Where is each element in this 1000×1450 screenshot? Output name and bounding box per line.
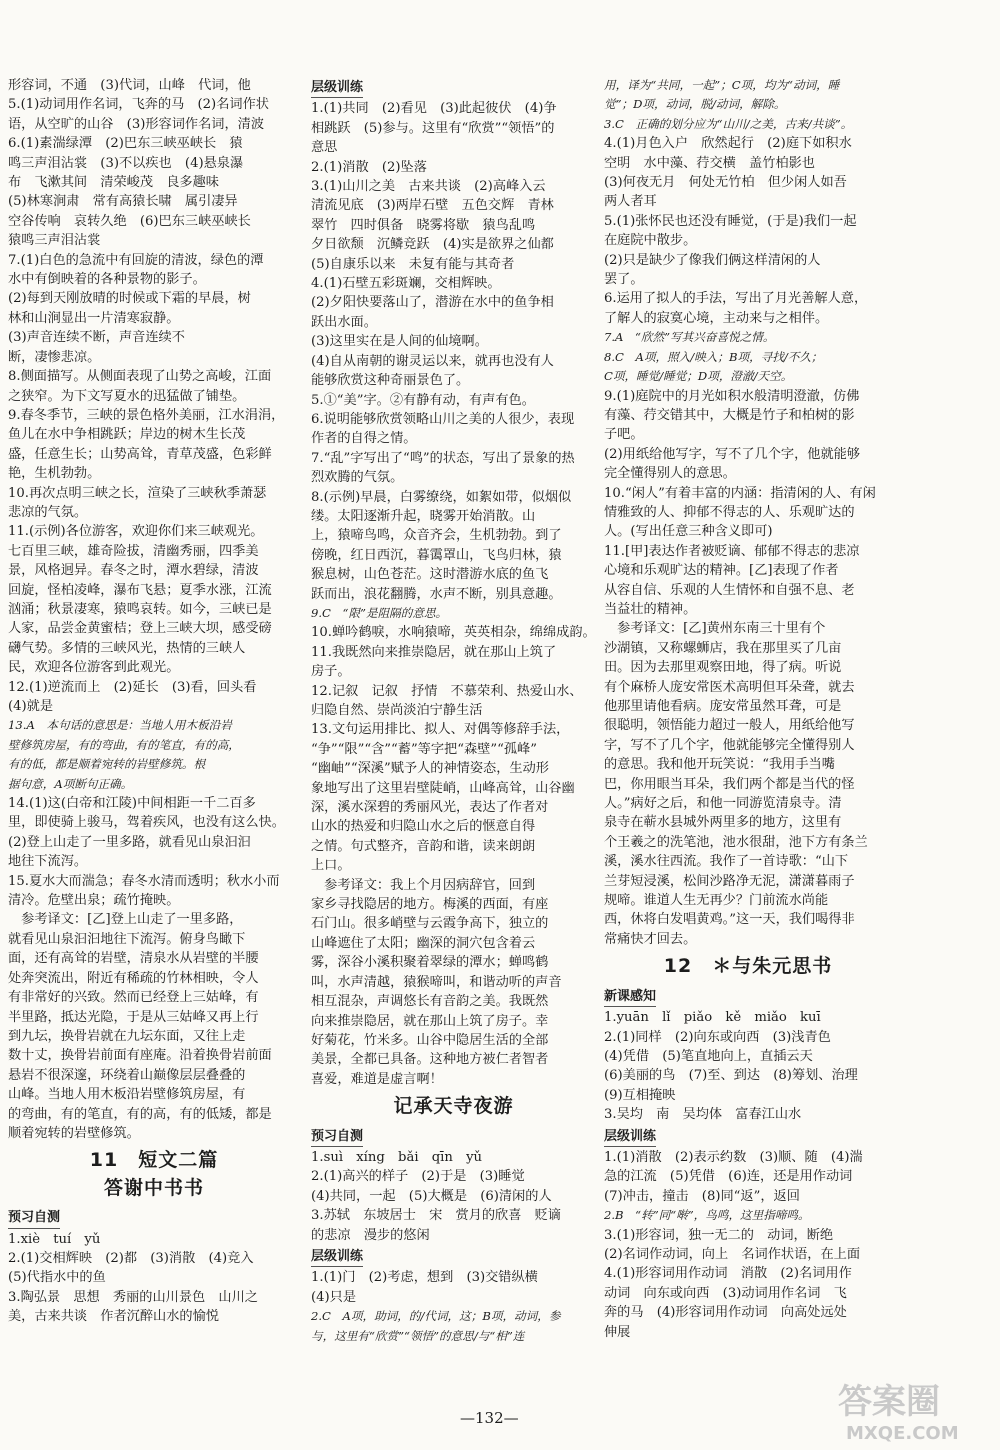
answer-line: 6.运用了拟人的手法，写出了月光善解人意，	[604, 291, 868, 307]
answer-item	[604, 115, 892, 134]
answer-line: 半里路，抵达光隐，于是从三姑峰又再上行	[8, 1009, 259, 1025]
answer-line: 跃而出，浪花翻腾，水声不断，别具意趣。	[311, 586, 562, 602]
answer-line: 礴气势。多情的三峡风光，热情的三峡人	[8, 640, 246, 656]
answer-line: 从容自信、乐观的人生情怀和自强不息、老	[604, 582, 855, 598]
answer-line: 8.侧面描写。从侧面表现了山势之高峻，江面	[8, 369, 272, 385]
answer-line: 傍晚，红日西沉，暮霭罩山，飞鸟归林，猿	[311, 547, 562, 563]
answer-line: (2)名词作动词，向上 名词作状语，在上面	[604, 1246, 861, 1262]
answer-line: 兰芽短浸溪，松间沙路净无泥，潇潇暮雨子	[604, 873, 855, 889]
answer-line: 的悲凉 漫步的悠闲	[311, 1227, 430, 1243]
answer-line: 回旋，怪柏凌峰，瀑布飞悬；夏季水涨，江流	[8, 582, 272, 598]
watermark-title: 答案圈	[838, 1382, 940, 1422]
answer-line: 上，猿啼鸟鸣，众音齐会，生机勃勃。到了	[311, 528, 562, 544]
answer-line: 12.记叙 记叙 抒情 不慕荣利、热爱山水、	[311, 683, 583, 699]
subsection-label: 层级训练	[311, 1245, 363, 1267]
answer-line: 14.(1)这(白帝和江陵)中间相距一千二百多	[8, 796, 256, 812]
answer-line: (4)自从南朝的谢灵运以来，就再也没有人	[311, 353, 554, 369]
answer-line: 觉”；D项，动词，脱/动词，解除。	[604, 97, 786, 112]
answer-item	[604, 212, 892, 290]
answer-item	[604, 76, 892, 115]
answer-line: 人家，品尝金黄蜜桔；登上三峡大坝，感受磅	[8, 621, 272, 637]
answer-item	[311, 1167, 596, 1206]
answer-line: 汹涌；秋景凄寒，猿鸣哀转。如今，三峡已是	[8, 601, 272, 617]
answer-line: (4)就是	[8, 699, 54, 714]
answer-line: 参考译文：[乙]登上山走了一里多路，	[8, 912, 243, 928]
answer-line: (5)林寒涧肃 常有高猿长啸 属引凄异	[8, 194, 238, 210]
answer-line: 7.“乱”字写出了“鸣”的状态，写出了景象的热	[311, 450, 575, 466]
section-heading: 答谢中书书	[103, 1176, 204, 1199]
answer-line: 山水的热爱和归隐山水之后的惬意自得	[311, 819, 536, 835]
answer-line: 语，从空旷的山谷 (3)形容词作名词，清波	[8, 116, 265, 132]
answer-item	[8, 251, 300, 367]
answer-line: 盛，任意生长；山势高耸，青草茂盛，色彩鲜	[8, 446, 272, 462]
answer-item	[604, 619, 892, 949]
answer-line: 1.xiè tuí yǔ	[8, 1231, 101, 1247]
answer-line: 1.suì xíng bǎi qīn yǔ	[311, 1149, 483, 1165]
answer-line: 2.(1)交相辉映 (2)都 (3)消散 (4)竞入	[8, 1250, 254, 1266]
answer-line: 9.春冬季节，三峡的景色格外美丽，江水涓涓，	[8, 407, 285, 423]
answer-line: 5.①“美”字。②有静有动，有声有色。	[311, 392, 535, 408]
answer-line: 林和山涧显出一片清寒寂静。	[8, 310, 180, 326]
answer-line: 动词 向东或向西 (3)动词用作名词 飞	[604, 1285, 847, 1301]
answer-line: 美景，全都已具备。这种地方被仁者智者	[311, 1052, 549, 1068]
answer-line: 泉寺在蕲水县城外两里多的地方，这里有	[604, 815, 842, 831]
answer-line: 据句意，A项断句正确。	[8, 776, 133, 791]
answer-line: (3)声音连续不断，声音连续不	[8, 330, 185, 346]
answer-line: 3.(1)山川之美 古来共谈 (2)高峰入云	[311, 179, 546, 195]
answer-line: 相互混杂，声调悠长有音韵之美。我既然	[311, 994, 549, 1010]
answer-line: 11.(示例)各位游客，欢迎你们来三峡观光。	[8, 524, 264, 540]
answer-line: (3)何夜无月 何处无竹柏 但少闲人如吾	[604, 175, 847, 191]
answer-line: 景，风格迥异。春冬之时，潭水碧绿，清波	[8, 563, 259, 579]
answer-line: 象地写出了这里岩壁陡峭，山峰高耸，山谷幽	[311, 780, 575, 796]
answer-line: 7.A “欣然”写其兴奋喜悦之情。	[604, 330, 775, 345]
answer-item	[311, 449, 596, 488]
answer-line: 与，这里有“欣赏”“领悟”的意思/与“相”连	[311, 1328, 525, 1343]
answer-line: (4)只是	[311, 1289, 357, 1305]
answer-line: 意思	[311, 140, 338, 156]
answer-line: 8.C A项，照入/映入；B项，寻找/不久；	[604, 349, 823, 364]
answer-item	[311, 274, 596, 390]
answer-item	[311, 1206, 596, 1245]
answer-line: 规啼。谁道人生无再少？门前流水尚能	[604, 893, 829, 909]
answer-line: 布 飞漱其间 清荣峻茂 良多趣味	[8, 175, 219, 191]
answer-item	[604, 1206, 892, 1225]
answer-line: 在庭院中散步。	[604, 233, 697, 249]
answer-line: 3.吴均 南 吴均体 富春江山水	[604, 1107, 802, 1123]
answer-line: 参考译文：[乙]黄州东南三十里有个	[604, 621, 826, 637]
answer-item	[311, 488, 596, 604]
answer-line: (6)美丽的鸟 (7)至、到达 (8)筹划、治理	[604, 1068, 858, 1084]
answer-line: (3)这里实在是人间的仙境啊。	[311, 334, 488, 350]
answer-item	[604, 348, 892, 387]
answer-line: 3.陶弘景 思想 秀丽的山川景色 山川之	[8, 1289, 258, 1305]
answer-line: 鸣三声泪沾裳 (3)不以疾也 (4)悬泉瀑	[8, 155, 244, 171]
answer-line: 沙湖镇，又称螺蛳店，我在那里买了几亩	[604, 640, 842, 656]
answer-line: 12.(1)逆流而上 (2)延长 (3)看，回头看	[8, 679, 257, 695]
answer-line: 之情。句式整齐，音韵和谐，读来朗朗	[311, 838, 536, 854]
answer-line: 顺着宛转的岩壁修筑。	[8, 1125, 140, 1141]
answer-line: 人。(写出任意三种含义即可)	[604, 524, 773, 540]
answer-line: 艳，生机勃勃。	[8, 466, 101, 482]
answer-line: (9)互相掩映	[604, 1087, 676, 1103]
answer-item	[8, 1230, 300, 1249]
answer-line: 悬岩不很深邃，环绕着山巅像层层叠叠的	[8, 1067, 246, 1083]
answer-line: 石门山。很多峭壁与云霞争高下，独立的	[311, 916, 549, 932]
answer-line: 参考译文：我上个月因病辞官，回到	[311, 877, 536, 893]
answer-line: 13.文句运用排比、拟人、对偶等修辞手法，	[311, 722, 570, 738]
answer-line: 翠竹 四时俱备 晓雾将歇 猿鸟乱鸣	[311, 217, 536, 233]
answer-line: 巴，你用眼当耳朵，我们两个都是当代的怪	[604, 776, 855, 792]
answer-line: 常痛快才回去。	[604, 931, 697, 947]
answer-line: 地往下流泻。	[8, 854, 88, 870]
answer-line: 就看见山泉汩汩地往下流泻。俯身鸟瞰下	[8, 931, 246, 947]
subsection-label: 新课感知	[604, 985, 656, 1007]
answer-item	[604, 1148, 892, 1206]
answer-line: 9.(1)庭院中的月光如积水般清明澄澈，仿佛	[604, 388, 860, 404]
answer-line: (7)冲击，撞击 (8)同“返”，返回	[604, 1188, 800, 1204]
answer-item	[604, 1226, 892, 1265]
answer-line: 罢了。	[604, 272, 644, 288]
answer-item	[311, 623, 596, 642]
answer-line: 溪，溪水往西流。我作了一首诗歌：“山下	[604, 854, 849, 870]
answer-line: 有藻、荇交错其中，大概是竹子和柏树的影	[604, 407, 855, 423]
answer-line: 面，还有高耸的岩壁，清泉水从岩壁的半腰	[8, 951, 259, 967]
answer-line: 有的低，都是顺着宛转的岩壁修筑。根	[8, 757, 206, 772]
answer-line: 4.(1)形容词用作动词 消散 (2)名词用作	[604, 1266, 852, 1282]
answer-item	[604, 328, 892, 347]
answer-item	[311, 410, 596, 449]
answer-item	[604, 289, 892, 328]
answer-item	[8, 367, 300, 406]
answer-line: 猿鸣三声泪沾裳	[8, 233, 101, 249]
answer-line: 6.说明能够欣赏领略山川之美的人很少，表现	[311, 411, 575, 427]
answer-line: 很聪明，领悟能力超过一般人，用纸给他写	[604, 718, 855, 734]
answer-line: 1.(1)消散 (2)表示约数 (3)顺、随 (4)湍	[604, 1149, 863, 1165]
answer-line: 房子。	[311, 664, 351, 680]
answer-line: 向来推崇隐居，就在那山上筑了房子。幸	[311, 1013, 549, 1029]
answer-item	[8, 76, 300, 95]
answer-line: 空谷传响 哀转久绝 (6)巴东三峡巫峡长	[8, 213, 251, 229]
answer-line: (2)只是缺少了像我们俩这样清闲的人	[604, 252, 821, 268]
answer-line: 两人者耳	[604, 194, 657, 210]
watermark-domain: MXQE.COM	[846, 1423, 959, 1444]
answer-line: 空明 水中藻、荇交横 盖竹柏影也	[604, 155, 815, 171]
answer-line: 当益壮的精神。	[604, 601, 697, 617]
answer-line: 2.B “转”同“啭”，鸟鸣，这里指啼鸣。	[604, 1208, 810, 1223]
answer-item	[311, 158, 596, 177]
answer-line: 西，休将白发唱黄鸡。”这一天，我们喝得非	[604, 912, 855, 928]
answer-line: 民，欢迎各位游客到此观光。	[8, 660, 180, 676]
answer-item	[8, 678, 300, 717]
answer-line: 壁修筑房屋，有的弯曲，有的笔直，有的高，	[8, 737, 240, 752]
answer-line: 处奔突流出，附近有稀疏的竹林相映，令人	[8, 970, 259, 986]
answer-line: 10.蝉吟鹤唳，水响猿啼，英英相杂，绵绵成韵。	[311, 625, 596, 641]
answer-line: 10.“闲人”有着丰富的内涵：指清闲的人、有闲	[604, 485, 876, 501]
answer-line: 雾，深谷小溪积聚着翠绿的潭水；蝉鸣鹤	[311, 955, 549, 971]
answer-item	[604, 1028, 892, 1106]
answer-line: 急的江流 (5)凭借 (6)连，还是用作动词	[604, 1169, 853, 1185]
answer-line: 上口。	[311, 858, 351, 874]
answer-line: 作者的自得之情。	[311, 431, 417, 447]
answer-item	[604, 134, 892, 212]
subsection-label: 预习自测	[311, 1125, 363, 1147]
answer-line: 8.(示例)早晨，白雾缭绕，如絮如带，似烟似	[311, 489, 572, 505]
answer-line: 子吧。	[604, 427, 644, 443]
column-right	[604, 76, 892, 1342]
answer-line: 清流见底 (3)两岸石壁 五色交辉 青林	[311, 198, 554, 214]
answer-line: (2)登上山走了一里多路，就看见山泉汩汩	[8, 834, 251, 850]
answer-line: 了解人的寂寞心境，主动来与之相伴。	[604, 310, 829, 326]
answer-line: 11.[甲]表达作者被贬谪、郁郁不得志的悲凉	[604, 543, 860, 559]
column-middle	[311, 76, 596, 1346]
answer-line: (4)凭借 (5)笔直地向上，直插云天	[604, 1048, 813, 1064]
answer-line: 的弯曲，有的笔直，有的高，有的低矮，都是	[8, 1106, 272, 1122]
answer-item	[311, 1307, 596, 1346]
answer-line: 夕日欲颓 沉鳞竞跃 (4)实是欲界之仙都	[311, 237, 554, 253]
answer-line: 11.我既然向来推崇隐居，就在那山上筑了	[311, 644, 557, 660]
answer-line: 6.(1)素湍绿潭 (2)巴东三峡巫峡长 猿	[8, 136, 243, 152]
answer-line: 之狭窄。为下文写夏水的迅猛做了铺垫。	[8, 388, 246, 404]
section-heading: 12 ＊与朱元思书	[663, 955, 833, 978]
answer-line: 断，凄惨悲凉。	[8, 349, 101, 365]
answer-line: 3.苏轼 东坡居士 宋 赏月的欣喜 贬谪	[311, 1208, 561, 1224]
answer-item	[604, 542, 892, 620]
answer-line: 有个麻桥人庞安常医术高明但耳朵聋，就去	[604, 679, 855, 695]
subsection-label: 层级训练	[311, 76, 363, 98]
answer-item	[311, 604, 596, 623]
answer-item	[604, 1008, 892, 1027]
answer-line: 山峰。当地人用木板沿岩壁修筑房屋，有	[8, 1087, 246, 1103]
answer-line: 到九坛，换骨岩就在九坛东面，又往上走	[8, 1028, 246, 1044]
answer-line: 鱼儿在水中争相跳跃；岸边的树木生长茂	[8, 427, 246, 443]
answer-item	[311, 720, 596, 875]
answer-item	[8, 716, 300, 794]
answer-item	[311, 876, 596, 1089]
answer-item	[604, 484, 892, 542]
answer-line: “争”“限”“含”“蓄”等字把“森壁”“孤峰”	[311, 741, 537, 757]
answer-line: 情雅致的人、抑郁不得志的人、乐观旷达的	[604, 504, 855, 520]
answer-line: 里，即使骑上骏马，驾着疾风，也没有这么快。	[8, 815, 285, 831]
answer-item	[8, 484, 300, 523]
answer-line: 完全懂得别人的意思。	[604, 466, 736, 482]
answer-line: 7.(1)白色的急流中有回旋的清波，绿色的潭	[8, 252, 264, 268]
answer-line: 1.(1)门 (2)考虑，想到 (3)交错纵横	[311, 1270, 538, 1286]
answer-line: 奔的马 (4)形容词用作动词 向高处远处	[604, 1305, 847, 1321]
answer-item	[311, 391, 596, 410]
answer-line: 1.(1)共同 (2)看见 (3)此起彼伏 (4)争	[311, 101, 557, 117]
answer-line: 悲凉的气氛。	[8, 504, 88, 520]
answer-line: 跃出水面。	[311, 314, 377, 330]
answer-item	[8, 134, 300, 250]
answer-item	[604, 1105, 892, 1124]
answer-line: 田。因为去那里观察田地，得了病。听说	[604, 660, 842, 676]
answer-item	[8, 522, 300, 677]
answer-line: (5)自康乐以来 未复有能与其奇者	[311, 256, 515, 272]
answer-line: 水中有倒映着的各种景物的影子。	[8, 272, 206, 288]
answer-line: (2)每到天刚放晴的时候或下霜的早晨，树	[8, 291, 251, 307]
answer-line: 烈欢腾的气氛。	[311, 470, 404, 486]
subsection-label: 预习自测	[8, 1206, 60, 1228]
answer-line: 有非常好的兴致。然而已经登上三姑峰，有	[8, 990, 259, 1006]
answer-line: 2.(1)消散 (2)坠落	[311, 159, 427, 175]
answer-item	[311, 1268, 596, 1307]
answer-line: 好菊花，竹米多。山谷中隐居生活的全部	[311, 1032, 549, 1048]
answer-line: 喜爱，难道是虚言啊！	[311, 1071, 443, 1087]
answer-line: 能够欣赏这种奇丽景色了。	[311, 373, 470, 389]
answer-line: 3.C 正确的划分应为“山川/之美，古来/共谈”。	[604, 116, 853, 131]
answer-line: 清冷。危壁出泉；疏竹掩映。	[8, 893, 180, 909]
answer-item	[311, 177, 596, 274]
answer-line: 形容词，不通 (3)代词，山峰 代词，他	[8, 78, 251, 93]
answer-line: 用，译为“共同，一起”；C项，均为“动词，睡	[604, 78, 840, 92]
answer-line: 5.(1)动词用作名词，飞奔的马 (2)名词作状	[8, 97, 269, 113]
answer-line: 伸展	[604, 1324, 631, 1340]
answer-line: 2.(1)同样 (2)向东或向西 (3)浅青色	[604, 1029, 831, 1045]
section-heading: 记承天寺夜游	[393, 1095, 514, 1118]
answer-line: 缕。太阳逐渐升起，晓雾开始消散。山	[311, 508, 536, 524]
answer-line: 家乡寻找隐居的地方。梅溪的西面，有座	[311, 897, 549, 913]
answer-line: 10.再次点明三峡之长，渲染了三峡秋季萧瑟	[8, 485, 267, 501]
answer-line: 数十丈，换骨岩前面有座庵。沿着换骨岩前面	[8, 1048, 272, 1064]
answer-line: 5.(1)张怀民也还没有睡觉，(于是)我们一起	[604, 213, 857, 229]
answer-item	[8, 406, 300, 484]
answer-line: 字，写不了几个字，他就能够完全懂得别人	[604, 737, 855, 753]
answer-line: 2.(1)高兴的样子 (2)于是 (3)睡觉	[311, 1169, 525, 1185]
answer-line: “幽岫”“深溪”赋予人的神情姿态，生动形	[311, 761, 549, 777]
answer-line: 4.(1)月色入户 欣然起行 (2)庭下如积水	[604, 136, 852, 152]
answer-line: 叫，水声清越，猿猴啼叫，和谐动听的声音	[311, 974, 562, 990]
answer-line: C项，睡觉/睡觉；D项，澄澈/天空。	[604, 369, 793, 384]
answer-item	[8, 95, 300, 134]
answer-line: 15.夏水大而湍急；春冬水清而透明；秋水小而	[8, 873, 280, 889]
answer-line: 人。”病好之后，和他一同游览清泉寺。清	[604, 796, 842, 812]
answer-line: 1.yuān lǐ piǎo kě miǎo kuī	[604, 1010, 821, 1026]
answer-item	[8, 794, 300, 872]
answer-line: 9.C “限”是阻隔的意思。	[311, 605, 448, 620]
answer-line: 山峰遮住了太阳；幽深的洞穴包含着云	[311, 935, 536, 951]
subsection-label: 层级训练	[604, 1125, 656, 1147]
answer-item	[311, 643, 596, 682]
section-heading: 11 短文二篇	[89, 1149, 219, 1172]
answer-item	[8, 872, 300, 911]
answer-item	[8, 910, 300, 1143]
watermark-logo	[832, 1375, 992, 1445]
answer-item	[8, 1288, 300, 1327]
answer-line: (2)用纸给他写字，写不了几个字，他就能够	[604, 446, 861, 462]
answer-line: 个王羲之的洗笔池，池水很甜，池下方有条兰	[604, 834, 868, 850]
answer-line: (2)夕阳快要落山了，潜游在水中的鱼争相	[311, 295, 554, 311]
answer-line: (5)代指水中的鱼	[8, 1270, 106, 1286]
answer-line: 归隐自然、崇尚淡泊宁静生活	[311, 703, 483, 718]
column-left	[8, 76, 300, 1327]
answer-line: 他那里请他看病。庞安常虽然耳聋，可是	[604, 699, 842, 714]
page-number: —132—	[460, 1409, 519, 1427]
answer-line: (4)共同，一起 (5)大概是 (6)清闲的人	[311, 1188, 552, 1204]
answer-item	[8, 1249, 300, 1288]
answer-line: 心境和乐观旷达的精神。[乙]表现了作者	[604, 563, 839, 579]
answer-line: 猴息树，山色苍茫。这时潜游水底的鱼飞	[311, 567, 549, 583]
answer-line: 的意思。我和他开玩笑说：“我用手当嘴	[604, 757, 835, 773]
answer-line: 3.(1)形容词，独一无二的 动词，断绝	[604, 1227, 834, 1243]
answer-item	[604, 387, 892, 484]
answer-line: 4.(1)石壁五彩斑斓，交相辉映。	[311, 276, 501, 292]
answer-item	[604, 1264, 892, 1342]
answer-line: 13.A 本句话的意思是：当地人用木板沿岩	[8, 718, 232, 733]
answer-item	[311, 1148, 596, 1167]
answer-line: 2.C A项，助词，的/代词，这；B项，动词，参	[311, 1309, 561, 1324]
answer-line: 七百里三峡，雄奇险拔，清幽秀丽，四季美	[8, 543, 259, 559]
answer-item	[311, 99, 596, 157]
answer-line: 美，古来共谈 作者沉醉山水的愉悦	[8, 1309, 219, 1325]
answer-item	[311, 682, 596, 721]
answer-line: 相跳跃 (5)参与。这里有“欣赏”“领悟”的	[311, 120, 555, 136]
answer-line: 深，溪水深碧的秀丽风光，表达了作者对	[311, 800, 549, 816]
